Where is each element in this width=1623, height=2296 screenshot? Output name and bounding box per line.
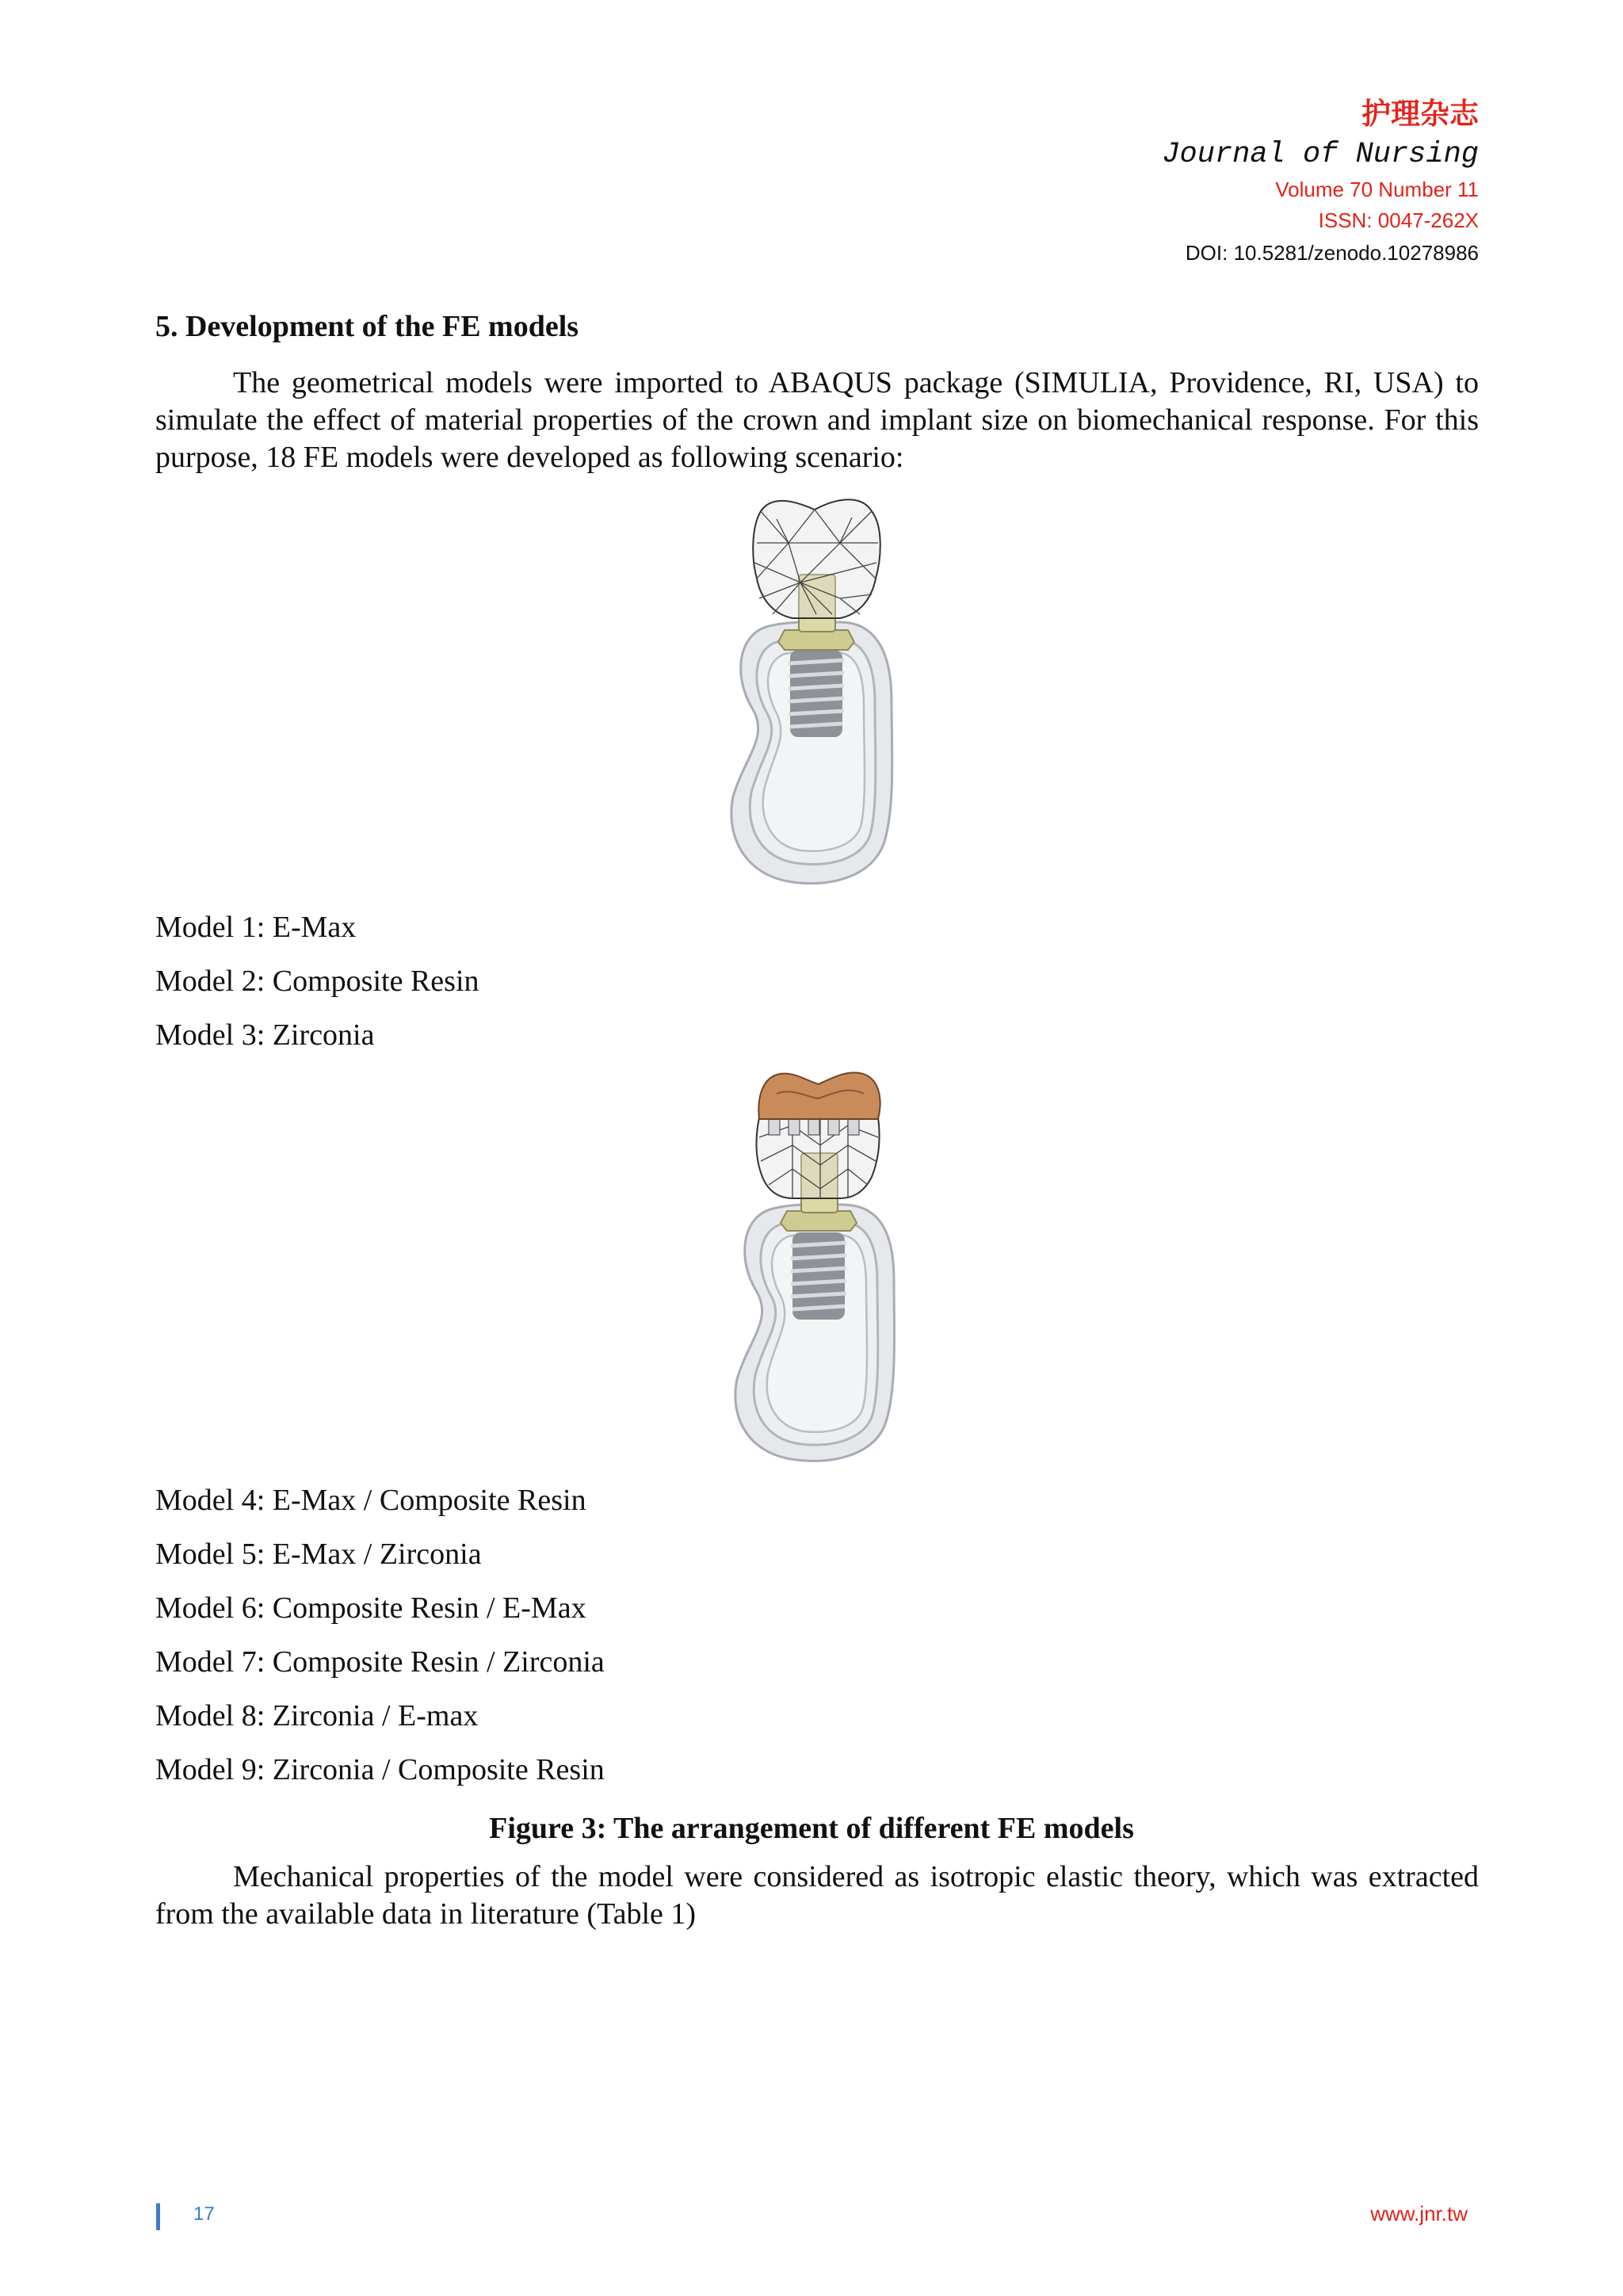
page-number: 17 <box>193 2203 215 2225</box>
fe-model-figure-2 <box>713 1070 919 1466</box>
model-item-1: Model 1: E-Max <box>155 911 357 944</box>
paragraph-properties <box>155 1859 1479 1933</box>
crown-mesh-2 <box>757 1117 880 1198</box>
journal-volume: Volume 70 Number 11 <box>1275 178 1479 201</box>
model-item-3: Model 3: Zirconia <box>155 1018 375 1052</box>
implant-screw <box>789 650 844 737</box>
journal-header <box>1162 94 1479 270</box>
figure-caption: Figure 3: The arrangement of different FE models <box>489 1812 1134 1845</box>
implant-screw-2 <box>791 1232 846 1320</box>
model-item-7: Model 7: Composite Resin / Zirconia <box>155 1645 605 1679</box>
paragraph-properties-text: Mechanical properties of the model were considered as isotropic elastic theory, which was extracted from the available data in literature (Table 1) <box>155 1860 1479 1931</box>
model-item-5: Model 5: E-Max / Zirconia <box>155 1538 482 1571</box>
crown-mesh <box>753 499 880 618</box>
fe-model-figure-1 <box>713 495 919 892</box>
journal-issn: ISSN: 0047-262X <box>1318 208 1479 232</box>
section-heading: 5. Development of the FE models <box>155 310 579 343</box>
paragraph-intro-text: The geometrical models were imported to ABAQUS package (SIMULIA, Providence, RI, USA) to simulate the effect of material properties of the crown and implant size on biomechanical response. For this purpose, 18 FE models were developed as following scenario: <box>155 366 1479 474</box>
journal-title-cn: 护理杂志 <box>1361 97 1479 131</box>
journal-title-en: Journal of Nursing <box>1162 138 1479 171</box>
paragraph-intro <box>155 365 1479 476</box>
model-item-8: Model 8: Zirconia / E-max <box>155 1699 479 1733</box>
model-item-6: Model 6: Composite Resin / E-Max <box>155 1591 586 1625</box>
crown-cap <box>758 1072 880 1119</box>
journal-doi: DOI: 10.5281/zenodo.10278986 <box>1185 241 1479 265</box>
model-item-4: Model 4: E-Max / Composite Resin <box>155 1484 586 1517</box>
model-item-2: Model 2: Composite Resin <box>155 965 479 998</box>
footer-bar <box>156 2203 160 2230</box>
model-item-9: Model 9: Zirconia / Composite Resin <box>155 1753 605 1786</box>
footer-site-link[interactable]: www.jnr.tw <box>1370 2202 1468 2225</box>
